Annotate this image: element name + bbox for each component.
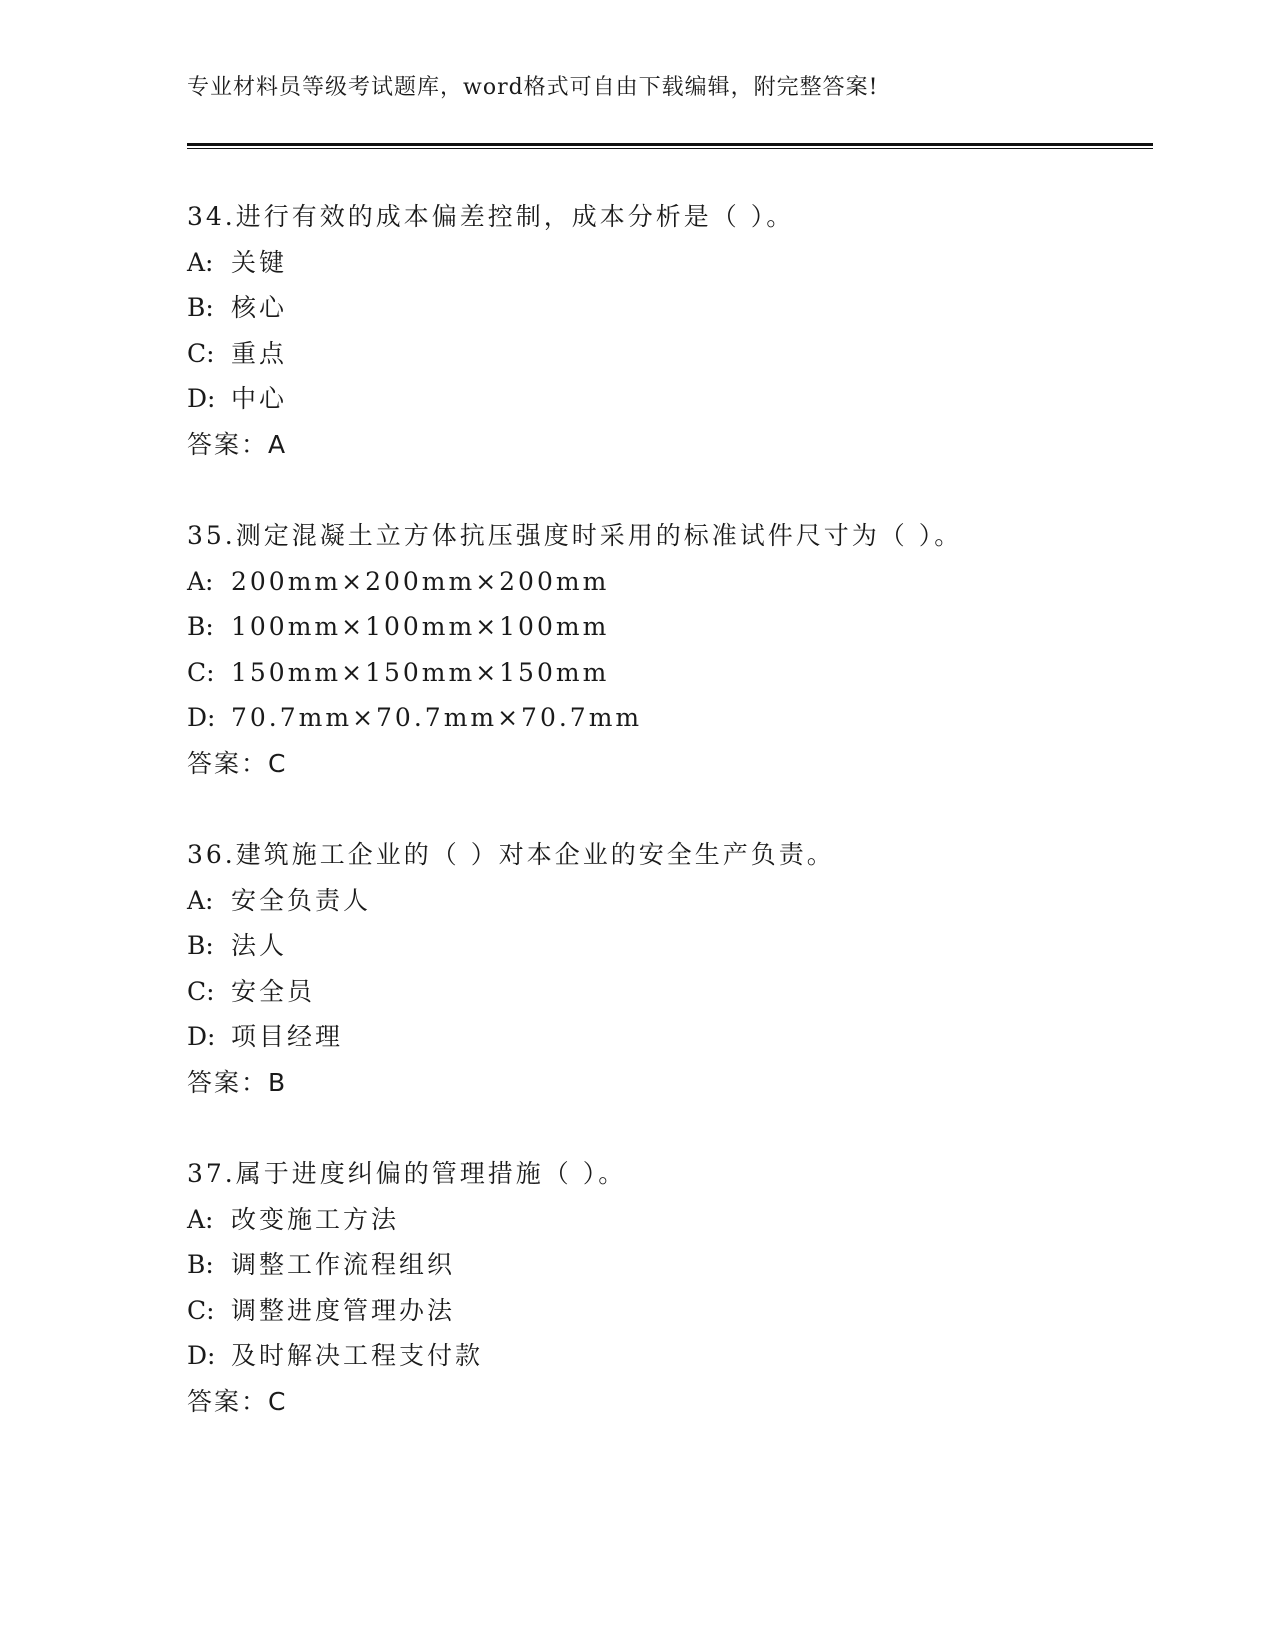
option-letter: C: — [187, 1295, 215, 1325]
option-b — [187, 923, 1147, 969]
question-36 — [187, 832, 1147, 1105]
option-d — [187, 1014, 1147, 1060]
option-b — [187, 1242, 1147, 1288]
option-letter: C: — [187, 338, 215, 368]
option-letter: D: — [187, 384, 216, 413]
option-b — [187, 285, 1147, 331]
option-letter: B: — [187, 1250, 214, 1279]
page-header: 专业材料员等级考试题库，word格式可自由下载编辑，附完整答案! — [187, 75, 879, 100]
option-text: 安全负责人 — [231, 885, 372, 915]
question-stem: 36.建筑施工企业的（ ）对本企业的安全生产负责。 — [187, 840, 835, 869]
option-text: 调整进度管理办法 — [231, 1295, 456, 1325]
option-text: 关键 — [231, 247, 288, 277]
question-37 — [187, 1151, 1147, 1424]
option-c — [187, 969, 1147, 1015]
option-text: 改变施工方法 — [231, 1204, 400, 1234]
option-a — [187, 240, 1147, 286]
question-34 — [187, 194, 1147, 467]
question-stem: 35.测定混凝土立方体抗压强度时采用的标准试件尺寸为（ ）。 — [187, 521, 963, 550]
option-c — [187, 331, 1147, 377]
option-text: 核心 — [231, 293, 288, 322]
option-letter: A: — [187, 247, 214, 277]
option-letter: B: — [187, 612, 214, 641]
option-letter: C: — [187, 657, 215, 687]
option-b — [187, 604, 1147, 650]
option-letter: D: — [187, 703, 216, 732]
answer-line: 答案：C — [187, 748, 288, 778]
header-divider — [187, 143, 1153, 149]
option-c — [187, 650, 1147, 696]
option-text: 调整工作流程组织 — [231, 1250, 456, 1279]
option-letter: C: — [187, 976, 215, 1006]
answer-line: 答案：A — [187, 429, 288, 459]
option-text: 项目经理 — [231, 1022, 344, 1051]
option-d — [187, 376, 1147, 422]
question-stem: 34.进行有效的成本偏差控制，成本分析是（ ）。 — [187, 202, 795, 231]
option-text: 及时解决工程支付款 — [231, 1341, 484, 1370]
option-a — [187, 878, 1147, 924]
option-letter: D: — [187, 1341, 216, 1370]
option-text: 重点 — [231, 338, 288, 368]
option-text: 70.7mm×70.7mm×70.7mm — [231, 703, 643, 732]
option-text: 中心 — [231, 384, 288, 413]
option-text: 安全员 — [231, 976, 316, 1006]
answer-line: 答案：C — [187, 1386, 288, 1416]
option-c — [187, 1288, 1147, 1334]
option-letter: B: — [187, 293, 214, 322]
question-35 — [187, 513, 1147, 786]
option-letter: A: — [187, 1204, 214, 1234]
option-letter: A: — [187, 885, 214, 915]
option-letter: A: — [187, 566, 214, 596]
option-letter: D: — [187, 1022, 216, 1051]
option-text: 法人 — [231, 931, 288, 960]
option-text: 150mm×150mm×150mm — [231, 657, 610, 687]
option-a — [187, 559, 1147, 605]
option-text: 200mm×200mm×200mm — [231, 566, 610, 596]
answer-line: 答案：B — [187, 1067, 288, 1097]
option-letter: B: — [187, 931, 214, 960]
question-stem: 37.属于进度纠偏的管理措施（ ）。 — [187, 1159, 627, 1188]
option-text: 100mm×100mm×100mm — [231, 612, 610, 641]
option-d — [187, 695, 1147, 741]
option-a — [187, 1197, 1147, 1243]
option-d — [187, 1333, 1147, 1379]
